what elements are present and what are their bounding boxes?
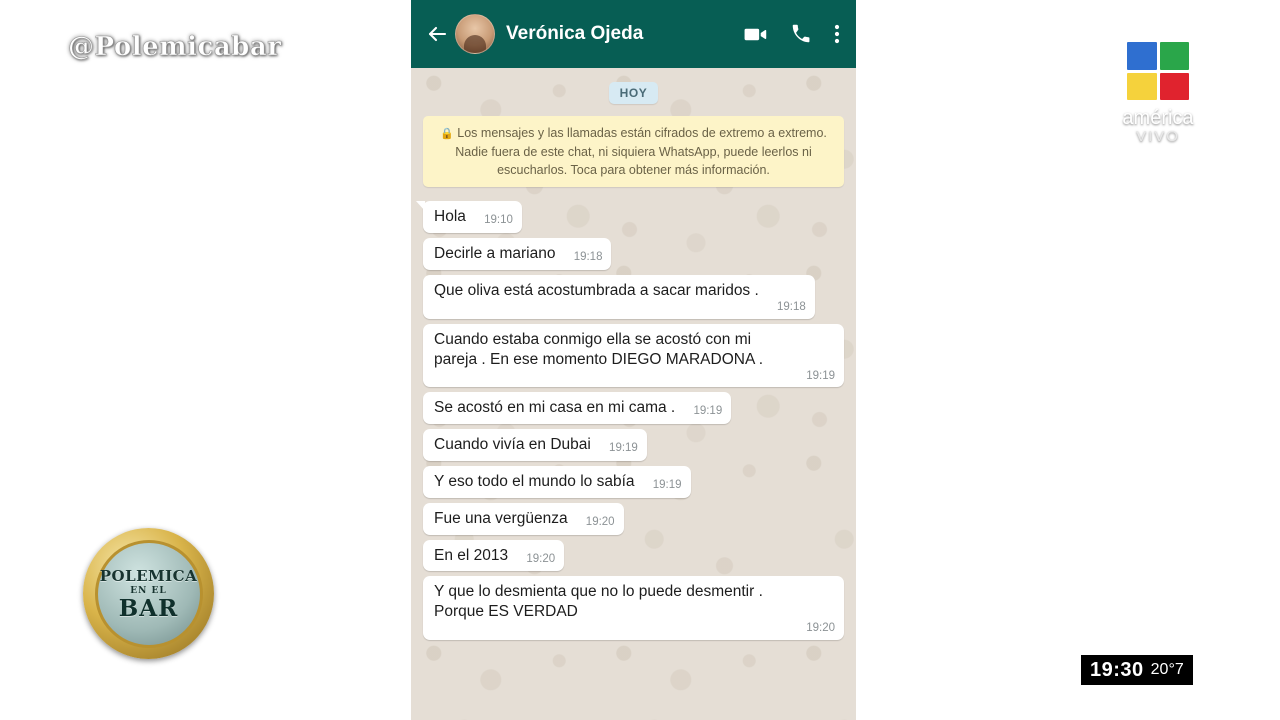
message-text: Que oliva está acostumbrada a sacar maridos .	[434, 281, 759, 299]
message-timestamp: 19:18	[777, 300, 806, 313]
message-timestamp: 19:20	[806, 622, 835, 635]
day-divider-row	[423, 82, 844, 104]
message-row	[423, 540, 844, 572]
message-bubble[interactable]	[423, 576, 844, 640]
channel-logo-squares	[1127, 42, 1189, 100]
encryption-notice-text: Los mensajes y las llamadas están cifrados de extremo a extremo. Nadie fuera de este chat, ni siquiera WhatsApp, puede leerlos ni escucharlos. Toca para obtener más información.	[455, 126, 827, 178]
back-arrow-icon[interactable]	[425, 22, 449, 46]
message-text: Fue una vergüenza	[434, 509, 568, 527]
message-row	[423, 429, 844, 461]
message-timestamp: 19:18	[573, 251, 603, 264]
message-timestamp: 19:19	[609, 442, 638, 455]
channel-name: américa	[1122, 107, 1194, 129]
show-logo-inner	[95, 540, 203, 648]
logo-square-red	[1160, 73, 1190, 101]
message-bubble[interactable]	[423, 503, 624, 535]
message-timestamp: 19:10	[484, 214, 513, 227]
message-bubble[interactable]	[423, 540, 564, 572]
message-text: Y eso todo el mundo lo sabía	[434, 472, 635, 490]
message-row	[423, 392, 844, 424]
show-logo-line2: EN EL	[130, 586, 167, 596]
day-divider-chip: HOY	[609, 82, 659, 104]
show-logo	[83, 528, 214, 659]
message-row	[423, 576, 844, 640]
message-text: Cuando estaba conmigo ella se acostó con mi pareja . En ese momento DIEGO MARADONA .	[434, 330, 764, 368]
message-text: En el 2013	[434, 546, 509, 564]
channel-bug	[1112, 42, 1204, 145]
message-bubble[interactable]	[423, 238, 611, 270]
show-logo-line1: POLEMICA	[99, 567, 198, 585]
message-row	[423, 201, 844, 233]
message-text: Decirle a mariano	[434, 245, 556, 263]
message-bubble[interactable]	[423, 429, 647, 461]
contact-name[interactable]: Verónica Ojeda	[506, 23, 644, 44]
chat-message-list[interactable]	[411, 68, 856, 720]
message-text: Y que lo desmienta que no lo puede desmentir . Porque ES VERDAD	[434, 583, 763, 621]
message-row	[423, 238, 844, 270]
phone-call-icon[interactable]	[790, 23, 812, 45]
message-timestamp: 19:20	[526, 552, 556, 565]
message-timestamp: 19:20	[585, 515, 615, 528]
clock-bar	[1081, 655, 1193, 685]
show-logo-line3: BAR	[118, 595, 179, 622]
message-text: Cuando vivía en Dubai	[434, 436, 591, 454]
message-text: Se acostó en mi casa en mi cama .	[434, 399, 676, 417]
whatsapp-screenshot	[411, 0, 856, 720]
logo-square-yellow	[1127, 73, 1157, 101]
message-bubble[interactable]	[423, 275, 815, 319]
contact-avatar[interactable]	[455, 14, 495, 54]
overflow-menu-icon[interactable]	[834, 23, 840, 45]
channel-live-label: VIVO	[1136, 128, 1180, 145]
chat-header	[411, 0, 856, 68]
message-bubble[interactable]	[423, 324, 844, 388]
messages-container	[423, 201, 844, 640]
header-action-icons	[743, 22, 844, 47]
logo-square-blue	[1127, 42, 1157, 70]
message-text: Hola	[434, 208, 466, 226]
message-row	[423, 275, 844, 319]
message-bubble[interactable]	[423, 466, 691, 498]
message-bubble[interactable]	[423, 392, 731, 424]
message-row	[423, 324, 844, 388]
lock-icon: 🔒	[440, 128, 454, 140]
logo-square-green	[1160, 42, 1190, 70]
temperature-readout: 20°7	[1150, 661, 1184, 678]
encryption-notice[interactable]	[423, 116, 844, 187]
message-timestamp: 19:19	[693, 405, 723, 418]
clock-time: 19:30	[1090, 658, 1144, 681]
message-row	[423, 466, 844, 498]
video-call-icon[interactable]	[743, 22, 768, 47]
message-bubble[interactable]	[423, 201, 522, 233]
social-handle-overlay: @Polemicabar	[68, 32, 282, 62]
message-row	[423, 503, 844, 535]
message-timestamp: 19:19	[652, 479, 682, 492]
message-timestamp: 19:19	[806, 369, 835, 382]
